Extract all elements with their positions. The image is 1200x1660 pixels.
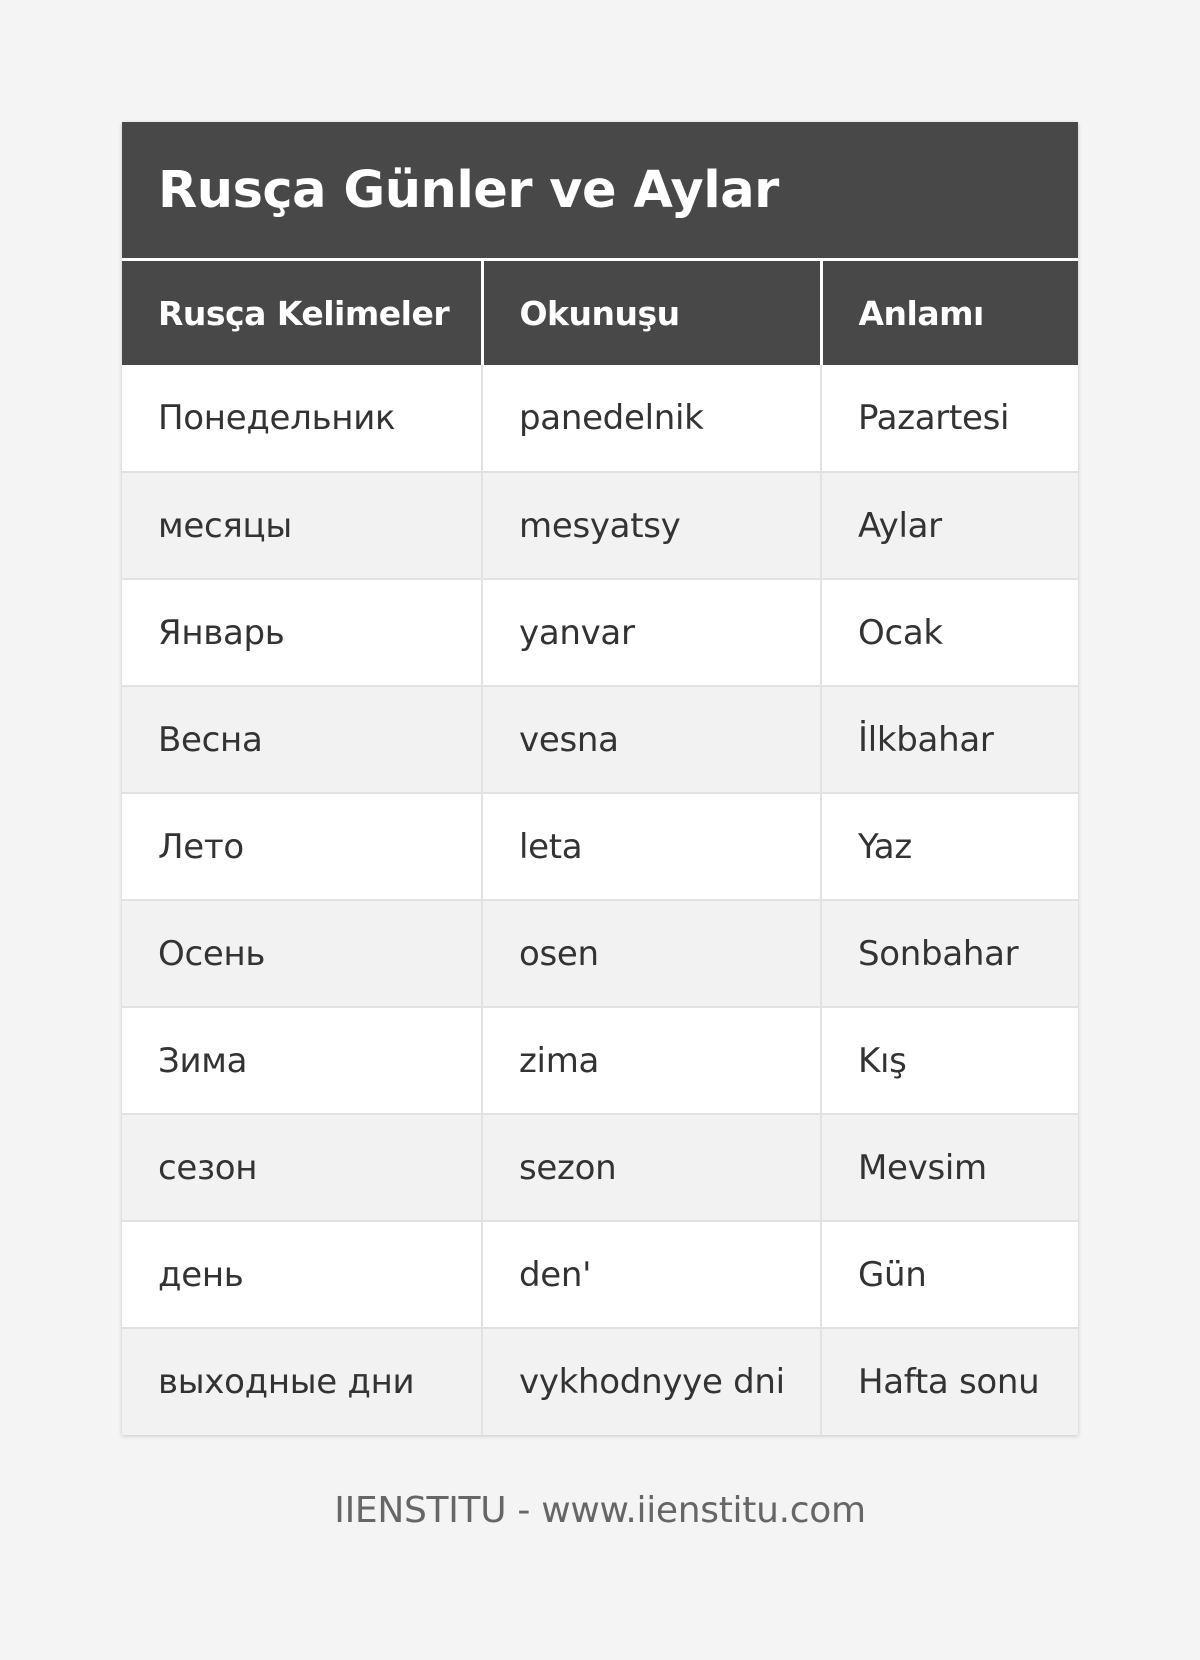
cell-meaning: Yaz [821,793,1078,900]
cell-russian: Понедельник [122,365,482,472]
cell-pronunciation: leta [482,793,821,900]
cell-pronunciation: yanvar [482,579,821,686]
column-header-pronunciation: Okunuşu [482,261,821,365]
table-row [122,579,1078,686]
cell-pronunciation: osen [482,900,821,1007]
cell-pronunciation: mesyatsy [482,472,821,579]
page-title: Rusça Günler ve Aylar [158,160,779,220]
cell-meaning: Mevsim [821,1114,1078,1221]
table-row [122,1328,1078,1435]
table-row [122,900,1078,1007]
cell-russian: Осень [122,900,482,1007]
cell-russian: месяцы [122,472,482,579]
table-row [122,472,1078,579]
vocabulary-table [122,261,1078,1435]
table-row [122,1221,1078,1328]
column-header-russian: Rusça Kelimeler [122,261,482,365]
cell-meaning: İlkbahar [821,686,1078,793]
cell-russian: день [122,1221,482,1328]
cell-russian: Зима [122,1007,482,1114]
table-row [122,686,1078,793]
cell-meaning: Kış [821,1007,1078,1114]
cell-meaning: Ocak [821,579,1078,686]
cell-pronunciation: sezon [482,1114,821,1221]
cell-pronunciation: vykhodnyye dni [482,1328,821,1435]
cell-pronunciation: zima [482,1007,821,1114]
table-row [122,365,1078,472]
cell-pronunciation: panedelnik [482,365,821,472]
cell-russian: Лето [122,793,482,900]
footer-credit: IIENSTITU - www.iienstitu.com [334,1490,866,1531]
cell-russian: сезон [122,1114,482,1221]
table-row [122,1007,1078,1114]
table-row [122,1114,1078,1221]
column-header-meaning: Anlamı [821,261,1078,365]
cell-russian: Январь [122,579,482,686]
cell-meaning: Aylar [821,472,1078,579]
cell-meaning: Hafta sonu [821,1328,1078,1435]
cell-russian: выходные дни [122,1328,482,1435]
cell-pronunciation: vesna [482,686,821,793]
cell-russian: Весна [122,686,482,793]
cell-pronunciation: den' [482,1221,821,1328]
title-bar [122,122,1078,258]
vocabulary-card [122,122,1078,1435]
table-row [122,793,1078,900]
cell-meaning: Gün [821,1221,1078,1328]
cell-meaning: Pazartesi [821,365,1078,472]
table-header-row [122,261,1078,365]
cell-meaning: Sonbahar [821,900,1078,1007]
